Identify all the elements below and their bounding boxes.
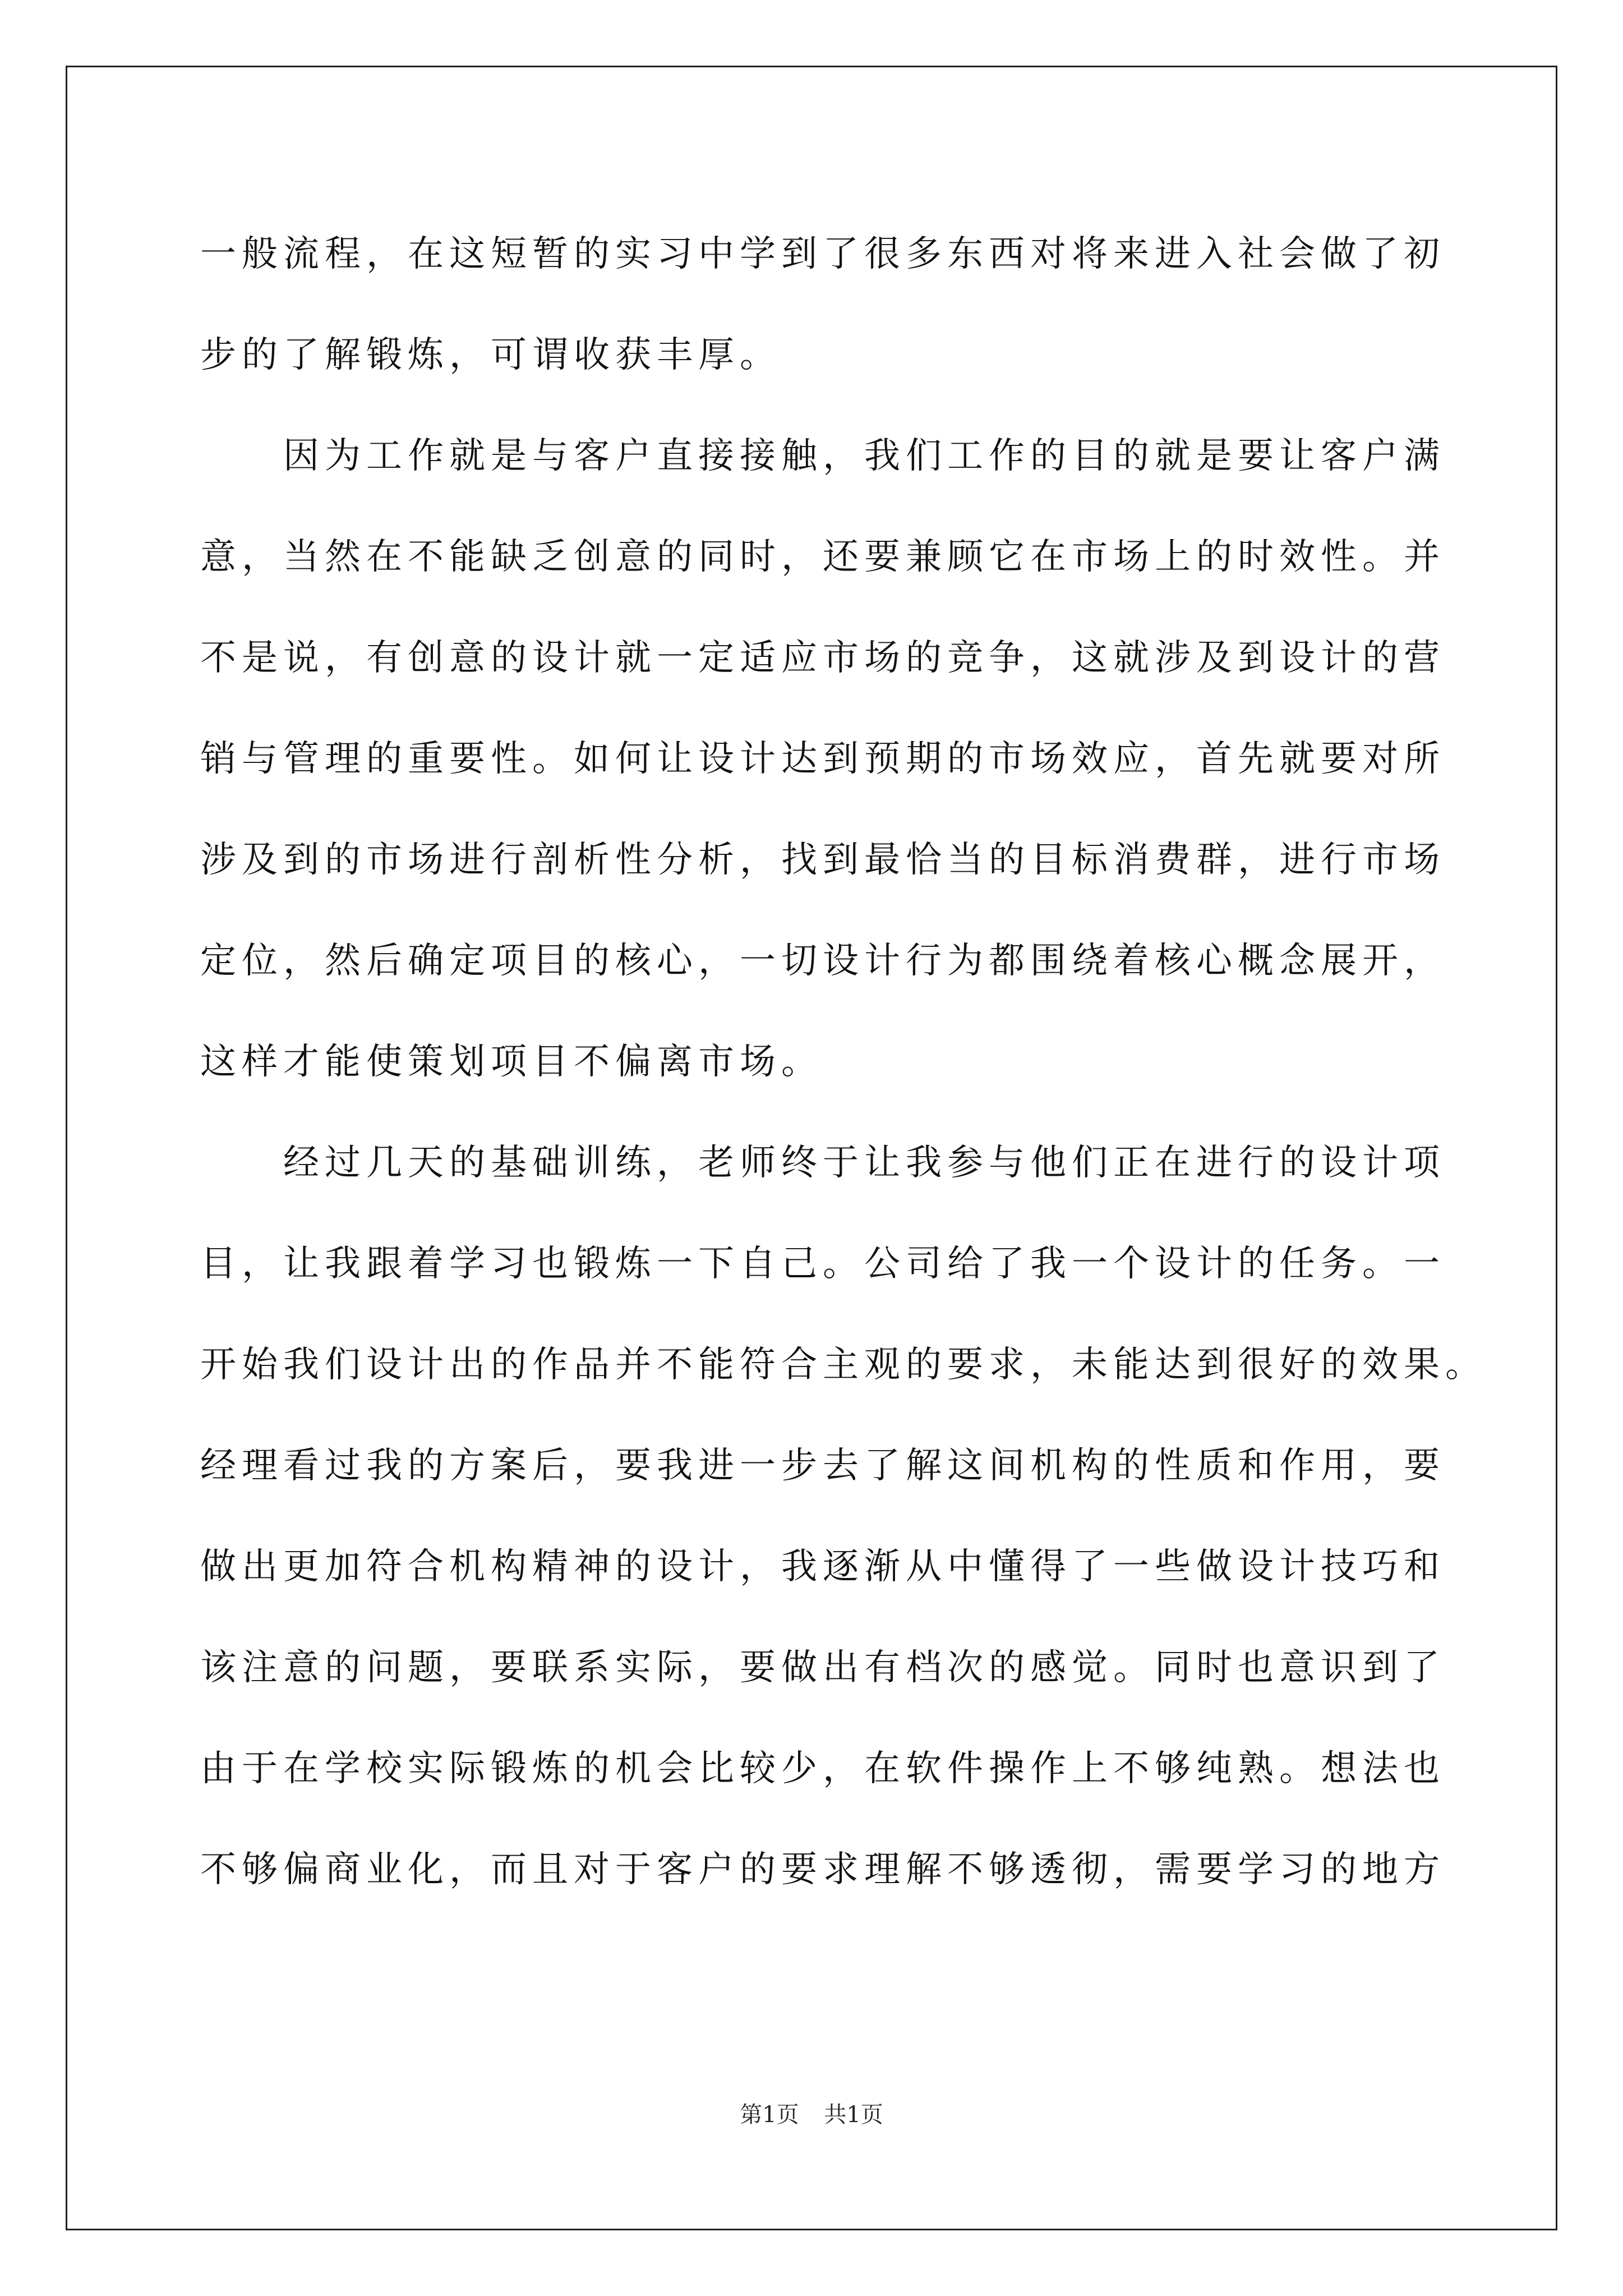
document-body [200, 218, 1487, 1934]
text-line: 销与管理的重要性。如何让设计达到预期的市场效应，首先就要对所 [200, 738, 1445, 780]
paragraph-first-line: 因为工作就是与客户直接接触，我们工作的目的就是要让客户满 [283, 435, 1445, 477]
text-line: 定位，然后确定项目的核心，一切设计行为都围绕着核心概念展开， [200, 940, 1445, 982]
text-line: 由于在学校实际锻炼的机会比较少，在软件操作上不够纯熟。想法也 [200, 1748, 1445, 1789]
text-line: 意，当然在不能缺乏创意的同时，还要兼顾它在市场上的时效性。并 [200, 536, 1445, 578]
page-number: 第1页 [740, 2102, 799, 2128]
paragraph-first-line: 经过几天的基础训练，老师终于让我参与他们正在进行的设计项 [283, 1142, 1445, 1184]
text-line: 做出更加符合机构精神的设计，我逐渐从中懂得了一些做设计技巧和 [200, 1546, 1445, 1588]
text-line: 目，让我跟着学习也锻炼一下自己。公司给了我一个设计的任务。一 [200, 1243, 1445, 1285]
text-line: 经理看过我的方案后，要我进一步去了解这间机构的性质和作用，要 [200, 1445, 1445, 1487]
text-line: 步的了解锻炼，可谓收获丰厚。 [200, 334, 781, 376]
text-line: 不是说，有创意的设计就一定适应市场的竞争，这就涉及到设计的营 [200, 637, 1445, 679]
text-line: 该注意的问题，要联系实际，要做出有档次的感觉。同时也意识到了 [200, 1647, 1445, 1688]
page-total: 共1页 [824, 2102, 883, 2128]
text-line: 这样才能使策划项目不偏离市场。 [200, 1041, 823, 1083]
text-line: 开始我们设计出的作品并不能符合主观的要求，未能达到很好的效果。 [200, 1344, 1487, 1386]
text-line: 不够偏商业化，而且对于客户的要求理解不够透彻，需要学习的地方 [200, 1849, 1445, 1890]
text-line: 涉及到的市场进行剖析性分析，找到最恰当的目标消费群，进行市场 [200, 839, 1445, 881]
page-footer [0, 2098, 1623, 2132]
text-line: 一般流程，在这短暂的实习中学到了很多东西对将来进入社会做了初 [200, 233, 1445, 275]
